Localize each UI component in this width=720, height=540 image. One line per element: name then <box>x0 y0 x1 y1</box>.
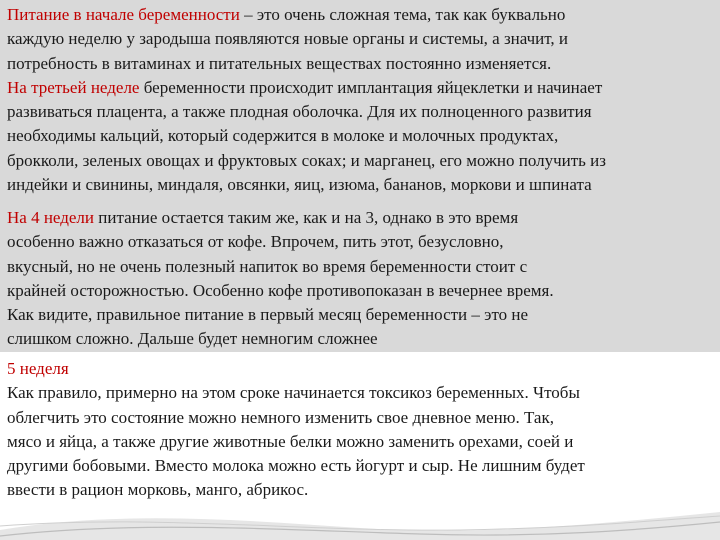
text-fragment: – это очень сложная тема, так как буквально <box>239 5 566 24</box>
text-fragment: беременности происходит имплантация яйцеклетки и начинает <box>139 77 603 97</box>
text-line <box>7 76 719 100</box>
text-line: индейки и свинины, миндаля, овсянки, яиц, изюма, бананов, моркови и шпината <box>7 175 592 195</box>
heading-week-5: 5 неделя <box>7 359 69 378</box>
text-line: особенно важно отказаться от кофе. Впрочем, пить этот, безусловно, <box>7 232 504 252</box>
text-line: облегчить это состояние можно немного изменить свое дневное меню. Так, <box>7 407 554 427</box>
text-line: развиваться плацента, а также плодная оболочка. Для их полноценного развития <box>7 102 592 122</box>
text-line: потребность в витаминах и питательных веществах постоянно изменяется. <box>7 53 552 73</box>
heading-third-week: На третьей неделе <box>7 77 140 97</box>
text-line: слишком сложно. Дальше будет немногим сложнее <box>7 329 378 349</box>
heading-early-pregnancy: Питание в начале беременности <box>7 5 240 24</box>
text-line: ввести в рацион морковь, манго, абрикос. <box>7 480 309 500</box>
text-line: Как правило, примерно на этом сроке начинается токсикоз беременных. Чтобы <box>7 383 580 403</box>
text-line: другими бобовыми. Вместо молока можно есть йогурт и сыр. Не лишним будет <box>7 456 585 476</box>
text-line: мясо и яйца, а также другие животные белки можно заменить орехами, соей и <box>7 431 574 451</box>
text-line: крайней осторожностью. Особенно кофе противопоказан в вечернее время. <box>7 280 554 300</box>
text-line: каждую неделю у зародыша появляются новые органы и системы, а значит, и <box>7 29 569 49</box>
text-line: Как видите, правильное питание в первый месяц беременности – это не <box>7 305 529 325</box>
text-line: необходимы кальций, который содержится в молоке и молочных продуктах, <box>7 126 559 146</box>
text-fragment: питание остается таким же, как и на 3, однако в это время <box>94 208 519 227</box>
paragraph-early-pregnancy <box>7 3 719 197</box>
text-line: вкусный, но не очень полезный напиток во время беременности стоит с <box>7 256 528 276</box>
text-line <box>7 3 719 27</box>
text-line <box>7 206 719 230</box>
text-line: брокколи, зеленых овощах и фруктовых соках; и марганец, его можно получить из <box>7 150 606 170</box>
heading-week-4: На 4 недели <box>7 208 95 227</box>
paragraph-week-5 <box>7 357 719 503</box>
paragraph-week-4 <box>7 206 719 352</box>
